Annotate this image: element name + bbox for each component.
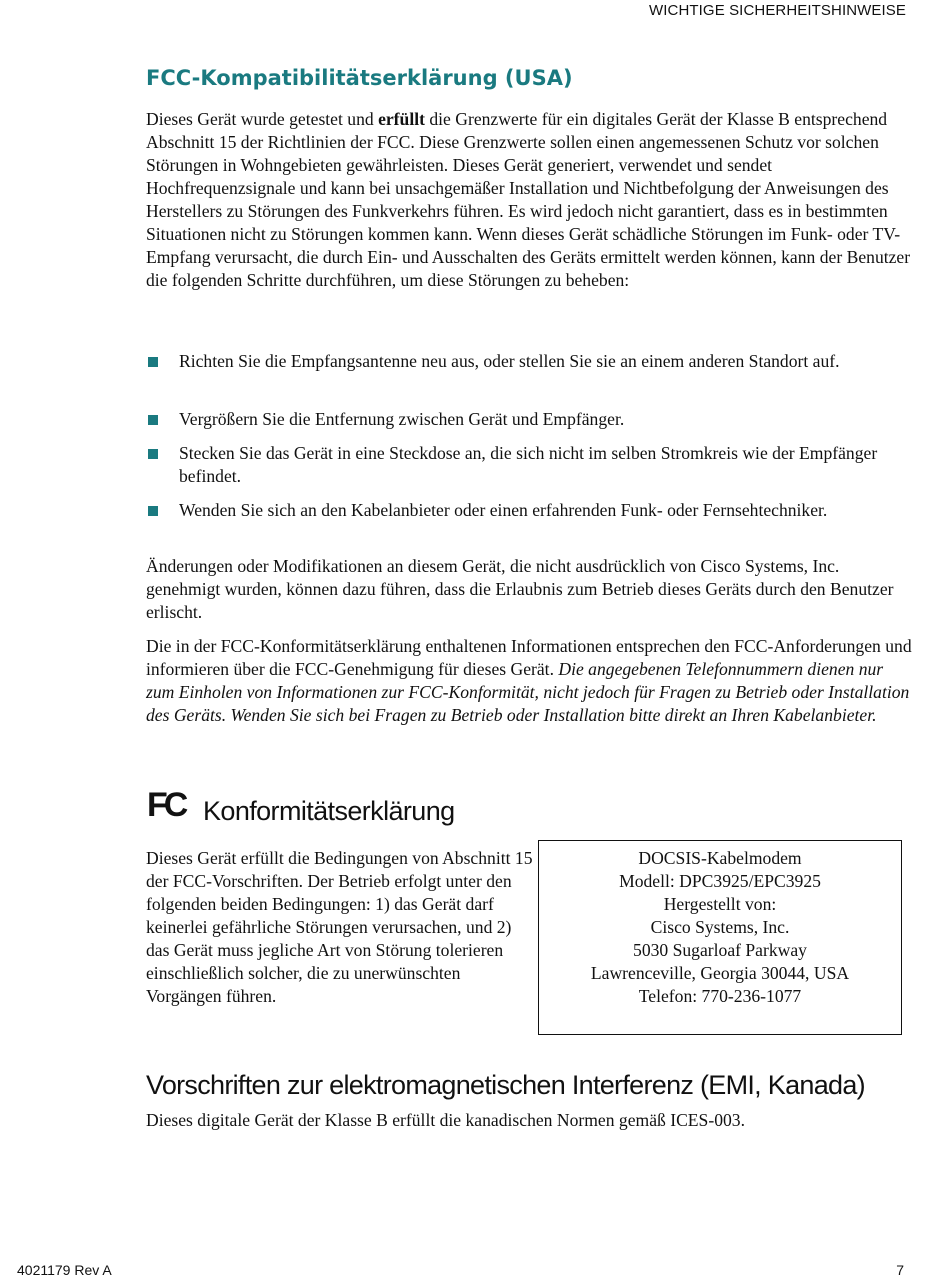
fcc-logo-icon — [147, 786, 191, 822]
square-bullet-icon — [148, 415, 158, 425]
box-line-phone: Telefon: 770-236-1077 — [638, 986, 802, 1006]
fcc-logo-text: FC — [147, 786, 185, 822]
box-line-street: 5030 Sugarloaf Parkway — [633, 940, 807, 960]
info-italic-text: Die angegebenen Telefonnummern dienen nur zum Einholen von Informationen zur FCC-Konformität, nicht jedoch für Fragen zu Betrieb oder Installation des Geräts. Wenden Sie sich bei Fragen zu Betrieb oder Installation bitte direkt an Ihren Kabelanbieter. — [146, 659, 910, 725]
list-item-text: Vergrößern Sie die Entfernung zwischen Gerät und Empfänger. — [179, 409, 625, 429]
intro-text-end: die Grenzwerte für ein digitales Gerät der Klasse B entsprechend Abschnitt 15 der Richtlinien der FCC. Diese Grenzwerte sollen einen angemessenen Schutz vor solchen Störungen in Wohngebieten gewährleisten. Dieses Gerät generiert, verwendet und sendet Hochfrequenzsignale und kann bei unsachgemäßer Installation und Nichtbefolgung der Anweisungen des Herstellers zu Störungen des Funkverkehrs führen. Es wird jedoch nicht garantiert, dass es in bestimmten Situationen nicht zu Störungen kommen kann. Wenn dieses Gerät schädliche Störungen im Funk- oder TV-Empfang verursacht, die durch Ein- und Ausschalten des Geräts ermittelt werden können, kann der Benutzer die folgenden Schritte durchführen, um diese Störungen zu beheben: — [146, 109, 911, 290]
list-item-text: Stecken Sie das Gerät in eine Steckdose an, die sich nicht im selben Stromkreis wie der Empfänger befindet. — [179, 443, 878, 486]
box-line-manufactured-by: Hergestellt von: — [663, 894, 777, 914]
square-bullet-icon — [148, 357, 158, 367]
conformity-text: Dieses Gerät erfüllt die Bedingungen von Abschnitt 15 der FCC-Vorschriften. Der Betrieb erfolgt unter den folgenden beiden Bedingungen: 1) das Gerät darf keinerlei gefährliche Störungen verursachen, und 2) das Gerät muss jegliche Art von Störung tolerieren einschließlich solcher, die zu unerwünschten Vorgängen führen. — [146, 848, 533, 1006]
fcc-intro-paragraph — [146, 108, 912, 292]
intro-bold-word: erfüllt — [378, 109, 425, 129]
emi-text: Dieses digitale Gerät der Klasse B erfüllt die kanadischen Normen gemäß ICES-003. — [146, 1110, 745, 1130]
square-bullet-icon — [148, 449, 158, 459]
conformity-title: Konformitätserklärung — [203, 796, 455, 826]
document-id: 4021179 Rev A — [17, 1262, 112, 1278]
box-line-model: Modell: DPC3925/EPC3925 — [619, 871, 821, 891]
box-line-city: Lawrenceville, Georgia 30044, USA — [590, 963, 850, 983]
fcc-section-title: FCC-Kompatibilitätserklärung (USA) — [146, 66, 573, 90]
list-item-text: Wenden Sie sich an den Kabelanbieter oder einen erfahrenden Funk- oder Fernsehtechniker. — [179, 500, 828, 520]
info-text: Die in der FCC-Konformitätserklärung enthaltenen Informationen entsprechen den FCC-Anforderungen und informieren über die FCC-Genehmigung für dieses Gerät. — [146, 636, 912, 679]
list-item-text: Richten Sie die Empfangsantenne neu aus, oder stellen Sie sie an einem anderen Standort auf. — [179, 351, 840, 371]
emi-section-title: Vorschriften zur elektromagnetischen Interferenz (EMI, Kanada) — [146, 1070, 865, 1100]
manufacturer-info-box — [538, 840, 902, 1035]
box-line-product: DOCSIS-Kabelmodem — [638, 848, 802, 868]
box-line-company: Cisco Systems, Inc. — [650, 917, 790, 937]
square-bullet-icon — [148, 506, 158, 516]
running-header: WICHTIGE SICHERHEITSHINWEISE — [649, 2, 906, 19]
modification-notice: Änderungen oder Modifikationen an diesem Gerät, die nicht ausdrücklich von Cisco Systems, Inc. genehmigt wurden, können dazu führen, dass die Erlaubnis zum Betrieb dieses Geräts durch den Benutzer erlischt. — [146, 556, 894, 622]
intro-text-start: Dieses Gerät wurde getestet und — [146, 109, 379, 129]
fcc-info-paragraph — [146, 635, 912, 727]
page-number: 7 — [896, 1262, 904, 1278]
